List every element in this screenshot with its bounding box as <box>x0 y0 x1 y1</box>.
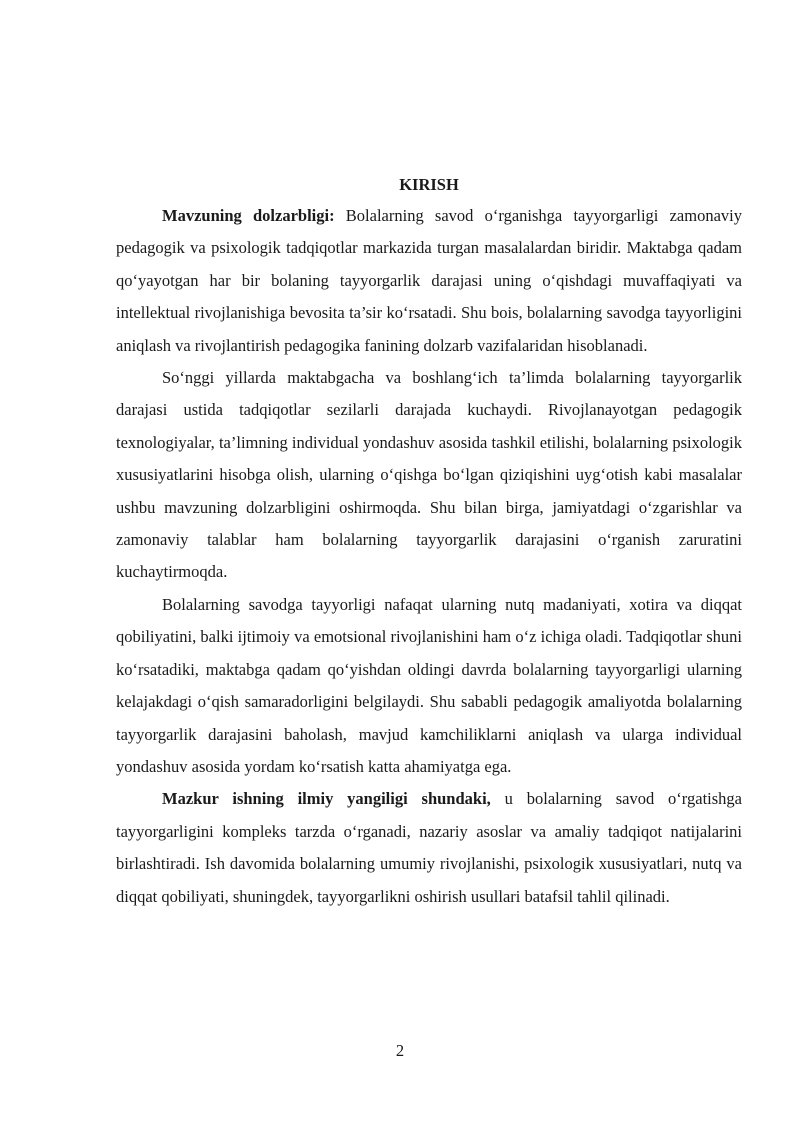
paragraph-readiness <box>116 589 742 783</box>
paragraph-novelty <box>116 783 742 913</box>
section-heading: KIRISH <box>399 175 459 194</box>
page-number: 2 <box>395 1041 405 1060</box>
paragraph-text: u bolalarning savod o‘rgatishga tayyorgarligini kompleks tarzda o‘rganadi, nazariy asoslar va amaliy tadqiqot natijalarini birlashtiradi. Ish davomida bolalarning umumiy rivojlanishi, psixologik xususiyatlari, nutq va diqqat qobiliyati, shuningdek, tayyorgarlikni oshirish usullari batafsil tahlil qilinadi. <box>116 789 742 906</box>
paragraph-research-trends <box>116 362 742 589</box>
paragraph-lead: Mazkur ishning ilmiy yangiligi shundaki, <box>162 789 491 809</box>
paragraph-text: Bolalarning savodga tayyorligi nafaqat ularning nutq madaniyati, xotira va diqqat qobiliyatini, balki ijtimoiy va emotsional rivojlanishini ham o‘z ichiga oladi. Tadqiqotlar shuni ko‘rsatadiki, maktabga qadam qo‘yishdan oldingi davrda bolalarning tayyorgarligi ularning kelajakdagi o‘qish samaradorligini belgilaydi. Shu sababli pedagogik amaliyotda bolalarning tayyorgarlik darajasini baholash, mavjud kamchiliklarni aniqlash va ularga individual yondashuv asosida yordam ko‘rsatish katta ahamiyatga ega. <box>116 594 742 776</box>
page-content <box>116 174 742 913</box>
paragraph-text: So‘nggi yillarda maktabgacha va boshlang‘ich ta’limda bolalarning tayyorgarlik darajasi ustida tadqiqotlar sezilarli darajada kuchaydi. Rivojlanayotgan pedagogik texnologiyalar, ta’limning individual yondashuv asosida tashkil etilishi, bolalarning psixologik xususiyatlarini hisobga olish, ularning o‘qishga bo‘lgan qiziqishini uyg‘otish kabi masalalar ushbu mavzuning dolzarbligini oshirmoqda. Shu bilan birga, jamiyatdagi o‘zgarishlar va zamonaviy talablar ham bolalarning tayyorgarlik darajasini o‘rganish zaruratini kuchaytirmoqda. <box>116 368 742 582</box>
paragraph-relevance <box>116 200 742 362</box>
paragraph-lead: Mavzuning dolzarbligi: <box>162 206 335 225</box>
paragraph-text: Bolalarning savod o‘rganishga tayyorgarligi zamonaviy pedagogik va psixologik tadqiqotlar markazida turgan masalalardan biridir. Maktabga qadam qo‘yayotgan har bir bolaning tayyorgarlik darajasi uning o‘qishdagi muvaffaqiyati va intellektual rivojlanishiga bevosita ta’sir ko‘rsatadi. Shu bois, bolalarning savodga tayyorligini aniqlash va rivojlantirish pedagogika fanining dolzarb vazifalaridan hisoblanadi. <box>116 206 742 355</box>
